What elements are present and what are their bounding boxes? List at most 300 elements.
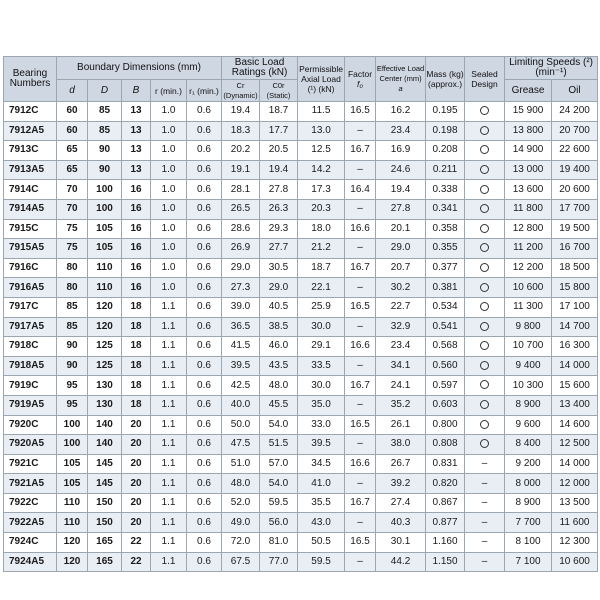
- cell-d: 65: [57, 160, 88, 180]
- bearing-number: 7917A5: [4, 317, 57, 337]
- cell-factor-f0: –: [345, 356, 376, 376]
- cell-B: 18: [122, 376, 151, 396]
- cell-mass: 0.877: [426, 513, 465, 533]
- cell-mass: 0.541: [426, 317, 465, 337]
- bearing-number: 7913A5: [4, 160, 57, 180]
- cell-factor-f0: –: [345, 474, 376, 494]
- sealed-circle-icon: [480, 420, 489, 429]
- cell-c0r: 29.3: [260, 219, 298, 239]
- cell-factor-f0: 16.6: [345, 337, 376, 357]
- cell-load-center: 27.4: [376, 493, 426, 513]
- bearing-number: 7922C: [4, 493, 57, 513]
- cell-B: 18: [122, 297, 151, 317]
- cell-oil-speed: 15 800: [552, 278, 598, 298]
- cell-sealed: [465, 180, 505, 200]
- cell-d: 95: [57, 376, 88, 396]
- cell-grease-speed: 10 700: [505, 337, 552, 357]
- cell-d: 95: [57, 395, 88, 415]
- cell-d: 90: [57, 356, 88, 376]
- header-r-min: r (min.): [151, 80, 187, 102]
- header-limiting-speeds: Limiting Speeds (²) (min⁻¹): [505, 57, 598, 80]
- cell-sealed: [465, 239, 505, 259]
- cell-d: 65: [57, 141, 88, 161]
- cell-c0r: 51.5: [260, 435, 298, 455]
- cell-c0r: 57.0: [260, 454, 298, 474]
- cell-mass: 0.381: [426, 278, 465, 298]
- cell-factor-f0: –: [345, 160, 376, 180]
- cell-grease-speed: 8 900: [505, 395, 552, 415]
- header-mass: [426, 57, 465, 102]
- sealed-circle-icon: [480, 204, 489, 213]
- cell-r-min: 1.1: [151, 337, 187, 357]
- table-row: [4, 454, 598, 474]
- sealed-circle-icon: [480, 302, 489, 311]
- cell-grease-speed: 9 600: [505, 415, 552, 435]
- bearing-table-container: [3, 56, 597, 572]
- cell-grease-speed: 15 900: [505, 102, 552, 122]
- cell-c0r: 77.0: [260, 552, 298, 572]
- header-mass-label: Mass (kg): [426, 69, 464, 79]
- cell-cr: 20.2: [222, 141, 260, 161]
- cell-grease-speed: 11 800: [505, 199, 552, 219]
- cell-cr: 67.5: [222, 552, 260, 572]
- cell-B: 18: [122, 317, 151, 337]
- cell-mass: 0.377: [426, 258, 465, 278]
- cell-cr: 28.1: [222, 180, 260, 200]
- cell-axial-load: 18.7: [298, 258, 345, 278]
- bearing-number: 7920A5: [4, 435, 57, 455]
- cell-d: 60: [57, 121, 88, 141]
- cell-r1-min: 0.6: [187, 435, 222, 455]
- cell-r1-min: 0.6: [187, 513, 222, 533]
- bearing-number: 7912A5: [4, 121, 57, 141]
- cell-axial-load: 41.0: [298, 474, 345, 494]
- cell-load-center: 24.6: [376, 160, 426, 180]
- cell-load-center: 30.2: [376, 278, 426, 298]
- cell-grease-speed: 12 800: [505, 219, 552, 239]
- bearing-number: 7918A5: [4, 356, 57, 376]
- cell-D: 140: [88, 435, 122, 455]
- cell-c0r: 56.0: [260, 513, 298, 533]
- cell-B: 13: [122, 102, 151, 122]
- cell-r-min: 1.1: [151, 552, 187, 572]
- cell-r-min: 1.1: [151, 454, 187, 474]
- bearing-number: 7916A5: [4, 278, 57, 298]
- cell-axial-load: 30.0: [298, 317, 345, 337]
- table-row: [4, 102, 598, 122]
- header-basic-load-ratings: Basic Load Ratings (kN): [222, 57, 298, 80]
- cell-factor-f0: –: [345, 239, 376, 259]
- cell-factor-f0: 16.6: [345, 219, 376, 239]
- cell-d: 105: [57, 474, 88, 494]
- cell-grease-speed: 12 200: [505, 258, 552, 278]
- cell-grease-speed: 11 200: [505, 239, 552, 259]
- cell-factor-f0: –: [345, 513, 376, 533]
- cell-r-min: 1.1: [151, 356, 187, 376]
- cell-D: 150: [88, 493, 122, 513]
- cell-oil-speed: 17 100: [552, 297, 598, 317]
- cell-c0r: 48.0: [260, 376, 298, 396]
- cell-oil-speed: 24 200: [552, 102, 598, 122]
- cell-load-center: 35.2: [376, 395, 426, 415]
- cell-mass: 0.338: [426, 180, 465, 200]
- cell-r1-min: 0.6: [187, 493, 222, 513]
- cell-r1-min: 0.6: [187, 474, 222, 494]
- cell-oil-speed: 14 000: [552, 356, 598, 376]
- cell-mass: 0.560: [426, 356, 465, 376]
- cell-load-center: 39.2: [376, 474, 426, 494]
- cell-c0r: 81.0: [260, 533, 298, 553]
- cell-r1-min: 0.6: [187, 356, 222, 376]
- table-row: [4, 395, 598, 415]
- cell-axial-load: 33.0: [298, 415, 345, 435]
- sealed-circle-icon: [480, 322, 489, 331]
- cell-c0r: 17.7: [260, 121, 298, 141]
- cell-cr: 48.0: [222, 474, 260, 494]
- cell-r-min: 1.1: [151, 493, 187, 513]
- cell-r-min: 1.0: [151, 141, 187, 161]
- cell-grease-speed: 10 600: [505, 278, 552, 298]
- cell-factor-f0: 16.5: [345, 297, 376, 317]
- table-row: [4, 121, 598, 141]
- cell-r1-min: 0.6: [187, 337, 222, 357]
- sealed-circle-icon: [480, 263, 489, 272]
- table-row: [4, 435, 598, 455]
- cell-c0r: 45.5: [260, 395, 298, 415]
- cell-factor-f0: –: [345, 552, 376, 572]
- table-row: [4, 513, 598, 533]
- cell-B: 16: [122, 219, 151, 239]
- header-effective-load-center-symbol: a: [398, 84, 403, 93]
- cell-axial-load: 17.3: [298, 180, 345, 200]
- cell-grease-speed: 8 100: [505, 533, 552, 553]
- table-row: [4, 376, 598, 396]
- cell-c0r: 38.5: [260, 317, 298, 337]
- cell-B: 13: [122, 160, 151, 180]
- cell-d: 70: [57, 180, 88, 200]
- cell-cr: 72.0: [222, 533, 260, 553]
- cell-mass: 0.358: [426, 219, 465, 239]
- cell-grease-speed: 14 900: [505, 141, 552, 161]
- cell-cr: 26.5: [222, 199, 260, 219]
- cell-mass: 0.534: [426, 297, 465, 317]
- cell-r-min: 1.0: [151, 219, 187, 239]
- cell-axial-load: 21.2: [298, 239, 345, 259]
- cell-oil-speed: 16 700: [552, 239, 598, 259]
- cell-D: 100: [88, 199, 122, 219]
- header-factor-symbol: f₀: [357, 79, 363, 89]
- header-mass-note: (approx.): [428, 79, 463, 89]
- cell-oil-speed: 14 000: [552, 454, 598, 474]
- cell-B: 16: [122, 199, 151, 219]
- cell-axial-load: 34.5: [298, 454, 345, 474]
- cell-axial-load: 35.5: [298, 493, 345, 513]
- cell-sealed: [465, 395, 505, 415]
- cell-D: 85: [88, 102, 122, 122]
- cell-B: 16: [122, 180, 151, 200]
- cell-load-center: 30.1: [376, 533, 426, 553]
- header-permissible-axial-load: Permissible Axial Load (¹) (kN): [298, 57, 345, 102]
- cell-axial-load: 11.5: [298, 102, 345, 122]
- cell-D: 85: [88, 121, 122, 141]
- cell-factor-f0: 16.7: [345, 376, 376, 396]
- sealed-circle-icon: [480, 361, 489, 370]
- cell-grease-speed: 13 800: [505, 121, 552, 141]
- cell-axial-load: 14.2: [298, 160, 345, 180]
- cell-cr: 39.0: [222, 297, 260, 317]
- header-B: B: [122, 80, 151, 102]
- cell-sealed: [465, 356, 505, 376]
- cell-sealed: –: [465, 533, 505, 553]
- cell-cr: 19.4: [222, 102, 260, 122]
- cell-oil-speed: 17 700: [552, 199, 598, 219]
- table-row: [4, 199, 598, 219]
- cell-cr: 29.0: [222, 258, 260, 278]
- cell-load-center: 20.7: [376, 258, 426, 278]
- cell-axial-load: 39.5: [298, 435, 345, 455]
- cell-factor-f0: –: [345, 317, 376, 337]
- cell-mass: 0.341: [426, 199, 465, 219]
- bearing-number: 7921A5: [4, 474, 57, 494]
- cell-c0r: 54.0: [260, 474, 298, 494]
- cell-sealed: [465, 121, 505, 141]
- cell-oil-speed: 12 300: [552, 533, 598, 553]
- cell-oil-speed: 10 600: [552, 552, 598, 572]
- table-row: [4, 415, 598, 435]
- cell-grease-speed: 9 400: [505, 356, 552, 376]
- cell-mass: 0.568: [426, 337, 465, 357]
- cell-axial-load: 29.1: [298, 337, 345, 357]
- cell-r1-min: 0.6: [187, 199, 222, 219]
- cell-B: 16: [122, 258, 151, 278]
- header-factor: [345, 57, 376, 102]
- table-row: [4, 552, 598, 572]
- cell-grease-speed: 10 300: [505, 376, 552, 396]
- cell-D: 90: [88, 160, 122, 180]
- cell-D: 165: [88, 552, 122, 572]
- cell-load-center: 40.3: [376, 513, 426, 533]
- cell-load-center: 24.1: [376, 376, 426, 396]
- table-row: [4, 356, 598, 376]
- cell-sealed: –: [465, 552, 505, 572]
- cell-factor-f0: –: [345, 278, 376, 298]
- cell-cr: 19.1: [222, 160, 260, 180]
- cell-d: 110: [57, 513, 88, 533]
- cell-d: 120: [57, 533, 88, 553]
- cell-c0r: 18.7: [260, 102, 298, 122]
- cell-r-min: 1.1: [151, 533, 187, 553]
- cell-B: 20: [122, 454, 151, 474]
- cell-r-min: 1.1: [151, 376, 187, 396]
- cell-grease-speed: 13 000: [505, 160, 552, 180]
- sealed-circle-icon: [480, 224, 489, 233]
- header-r1-min: r₁ (min.): [187, 80, 222, 102]
- cell-B: 22: [122, 552, 151, 572]
- cell-oil-speed: 14 600: [552, 415, 598, 435]
- cell-grease-speed: 8 000: [505, 474, 552, 494]
- cell-axial-load: 18.0: [298, 219, 345, 239]
- cell-axial-load: 43.0: [298, 513, 345, 533]
- cell-r-min: 1.1: [151, 395, 187, 415]
- cell-factor-f0: 16.7: [345, 258, 376, 278]
- bearing-number: 7918C: [4, 337, 57, 357]
- header-effective-load-center: [376, 57, 426, 102]
- cell-oil-speed: 19 400: [552, 160, 598, 180]
- cell-sealed: [465, 435, 505, 455]
- cell-cr: 51.0: [222, 454, 260, 474]
- cell-mass: 0.208: [426, 141, 465, 161]
- cell-d: 70: [57, 199, 88, 219]
- cell-d: 90: [57, 337, 88, 357]
- cell-r-min: 1.0: [151, 160, 187, 180]
- cell-D: 105: [88, 219, 122, 239]
- cell-D: 165: [88, 533, 122, 553]
- cell-B: 16: [122, 239, 151, 259]
- cell-c0r: 27.8: [260, 180, 298, 200]
- cell-mass: 0.867: [426, 493, 465, 513]
- cell-load-center: 29.0: [376, 239, 426, 259]
- cell-cr: 28.6: [222, 219, 260, 239]
- header-sealed-design: Sealed Design: [465, 57, 505, 102]
- cell-B: 18: [122, 395, 151, 415]
- table-row: [4, 337, 598, 357]
- cell-B: 22: [122, 533, 151, 553]
- cell-d: 60: [57, 102, 88, 122]
- cell-load-center: 26.1: [376, 415, 426, 435]
- cell-sealed: [465, 337, 505, 357]
- cell-r1-min: 0.6: [187, 376, 222, 396]
- cell-B: 20: [122, 415, 151, 435]
- cell-D: 130: [88, 395, 122, 415]
- cell-factor-f0: 16.6: [345, 454, 376, 474]
- bearing-number: 7920C: [4, 415, 57, 435]
- cell-grease-speed: 11 300: [505, 297, 552, 317]
- cell-cr: 26.9: [222, 239, 260, 259]
- cell-D: 120: [88, 317, 122, 337]
- table-row: [4, 317, 598, 337]
- cell-mass: 0.597: [426, 376, 465, 396]
- cell-load-center: 22.7: [376, 297, 426, 317]
- header-c0r-static: C0r (Static): [260, 80, 298, 102]
- cell-r1-min: 0.6: [187, 219, 222, 239]
- cell-sealed: [465, 219, 505, 239]
- header-cr-dynamic: Cr (Dynamic): [223, 80, 258, 100]
- cell-cr: 50.0: [222, 415, 260, 435]
- cell-cr: 52.0: [222, 493, 260, 513]
- cell-r1-min: 0.6: [187, 121, 222, 141]
- bearing-number: 7912C: [4, 102, 57, 122]
- cell-D: 110: [88, 258, 122, 278]
- cell-c0r: 59.5: [260, 493, 298, 513]
- cell-r1-min: 0.6: [187, 160, 222, 180]
- sealed-circle-icon: [480, 380, 489, 389]
- cell-load-center: 26.7: [376, 454, 426, 474]
- cell-r1-min: 0.6: [187, 533, 222, 553]
- table-row: [4, 239, 598, 259]
- bearing-number: 7915C: [4, 219, 57, 239]
- cell-grease-speed: 13 600: [505, 180, 552, 200]
- cell-c0r: 30.5: [260, 258, 298, 278]
- cell-c0r: 43.5: [260, 356, 298, 376]
- cell-mass: 0.808: [426, 435, 465, 455]
- cell-sealed: [465, 297, 505, 317]
- table-row: [4, 474, 598, 494]
- cell-oil-speed: 13 500: [552, 493, 598, 513]
- cell-mass: 0.800: [426, 415, 465, 435]
- table-row: [4, 493, 598, 513]
- cell-cr: 42.5: [222, 376, 260, 396]
- cell-mass: 0.211: [426, 160, 465, 180]
- cell-oil-speed: 14 700: [552, 317, 598, 337]
- cell-r-min: 1.1: [151, 297, 187, 317]
- cell-d: 75: [57, 239, 88, 259]
- cell-D: 90: [88, 141, 122, 161]
- cell-load-center: 27.8: [376, 199, 426, 219]
- cell-D: 125: [88, 337, 122, 357]
- cell-r-min: 1.1: [151, 474, 187, 494]
- cell-B: 18: [122, 356, 151, 376]
- header-grease: Grease: [505, 80, 552, 102]
- cell-factor-f0: 16.4: [345, 180, 376, 200]
- cell-cr: 40.0: [222, 395, 260, 415]
- cell-oil-speed: 20 600: [552, 180, 598, 200]
- cell-cr: 49.0: [222, 513, 260, 533]
- cell-grease-speed: 8 900: [505, 493, 552, 513]
- cell-oil-speed: 16 300: [552, 337, 598, 357]
- cell-axial-load: 20.3: [298, 199, 345, 219]
- cell-mass: 0.820: [426, 474, 465, 494]
- cell-load-center: 16.9: [376, 141, 426, 161]
- cell-cr: 47.5: [222, 435, 260, 455]
- bearing-number: 7921C: [4, 454, 57, 474]
- cell-d: 120: [57, 552, 88, 572]
- cell-c0r: 20.5: [260, 141, 298, 161]
- cell-mass: 0.355: [426, 239, 465, 259]
- cell-axial-load: 25.9: [298, 297, 345, 317]
- cell-load-center: 19.4: [376, 180, 426, 200]
- cell-cr: 27.3: [222, 278, 260, 298]
- cell-r-min: 1.0: [151, 180, 187, 200]
- cell-r-min: 1.1: [151, 435, 187, 455]
- cell-r1-min: 0.6: [187, 239, 222, 259]
- cell-cr: 18.3: [222, 121, 260, 141]
- header-boundary-dimensions: Boundary Dimensions (mm): [57, 57, 222, 80]
- cell-factor-f0: 16.5: [345, 415, 376, 435]
- cell-load-center: 23.4: [376, 121, 426, 141]
- cell-r1-min: 0.6: [187, 395, 222, 415]
- cell-load-center: 38.0: [376, 435, 426, 455]
- bearing-number: 7914A5: [4, 199, 57, 219]
- table-body: [4, 102, 598, 572]
- bearing-number: 7917C: [4, 297, 57, 317]
- cell-oil-speed: 12 500: [552, 435, 598, 455]
- cell-r-min: 1.1: [151, 513, 187, 533]
- bearing-number: 7924A5: [4, 552, 57, 572]
- sealed-circle-icon: [480, 106, 489, 115]
- cell-c0r: 29.0: [260, 278, 298, 298]
- cell-B: 20: [122, 513, 151, 533]
- bearing-number: 7924C: [4, 533, 57, 553]
- cell-sealed: [465, 160, 505, 180]
- cell-sealed: [465, 102, 505, 122]
- cell-axial-load: 22.1: [298, 278, 345, 298]
- cell-r1-min: 0.6: [187, 278, 222, 298]
- cell-grease-speed: 7 100: [505, 552, 552, 572]
- cell-load-center: 20.1: [376, 219, 426, 239]
- cell-load-center: 44.2: [376, 552, 426, 572]
- cell-c0r: 46.0: [260, 337, 298, 357]
- bearing-number: 7922A5: [4, 513, 57, 533]
